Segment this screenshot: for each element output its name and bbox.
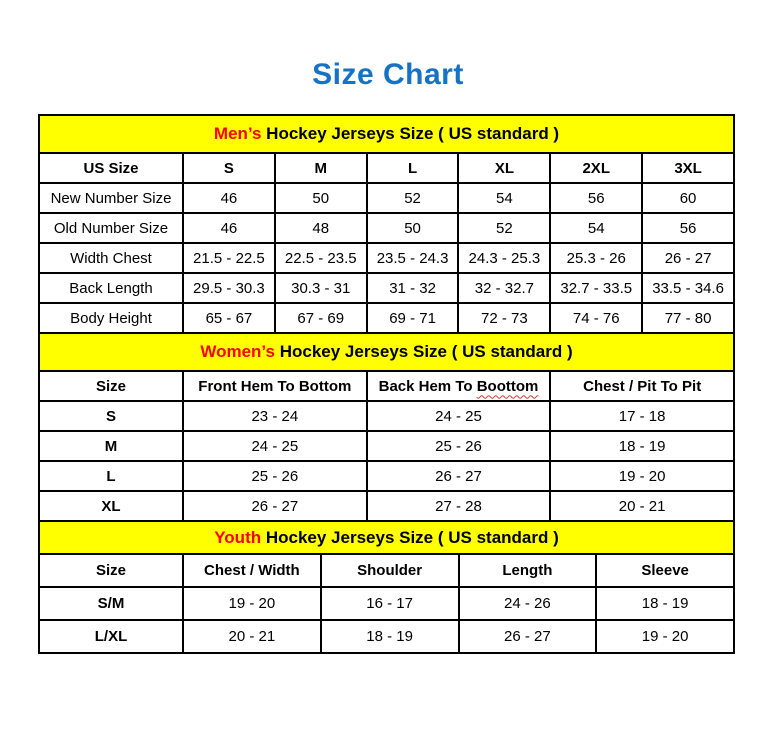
size-value: 56	[642, 213, 734, 243]
size-value: 17 - 18	[550, 401, 734, 431]
size-value: 19 - 20	[183, 587, 321, 620]
size-value: 18 - 19	[596, 587, 734, 620]
size-value: 23 - 24	[183, 401, 367, 431]
row-label: L/XL	[39, 620, 183, 653]
row-label: Body Height	[39, 303, 183, 333]
size-value: 30.3 - 31	[275, 273, 367, 303]
column-header: Front Hem To Bottom	[183, 371, 367, 401]
size-value: 46	[183, 183, 275, 213]
size-value: 52	[367, 183, 459, 213]
size-value: 24 - 26	[459, 587, 597, 620]
size-value: 32 - 32.7	[458, 273, 550, 303]
size-value: 24 - 25	[367, 401, 551, 431]
size-chart-page	[0, 58, 776, 750]
table-row	[39, 183, 734, 213]
row-label: Back Length	[39, 273, 183, 303]
size-value: 25 - 26	[367, 431, 551, 461]
row-label: New Number Size	[39, 183, 183, 213]
column-header: Sleeve	[596, 554, 734, 587]
table-row	[39, 401, 734, 431]
size-value: 26 - 27	[183, 491, 367, 521]
table-banner-youth	[39, 521, 734, 554]
table-row	[39, 491, 734, 521]
size-value: 25 - 26	[183, 461, 367, 491]
row-label: L	[39, 461, 183, 491]
size-value: 46	[183, 213, 275, 243]
size-table-mens	[38, 114, 735, 334]
size-value: 74 - 76	[550, 303, 642, 333]
size-value: 67 - 69	[275, 303, 367, 333]
size-value: 22.5 - 23.5	[275, 243, 367, 273]
column-header: Chest / Width	[183, 554, 321, 587]
size-value: 23.5 - 24.3	[367, 243, 459, 273]
row-label: S/M	[39, 587, 183, 620]
banner-highlight: Men’s	[213, 124, 262, 143]
header-row	[39, 371, 734, 401]
misspelled-word: Boottom	[476, 377, 539, 395]
row-label: M	[39, 431, 183, 461]
header-row	[39, 153, 734, 183]
size-value: 18 - 19	[550, 431, 734, 461]
size-value: 69 - 71	[367, 303, 459, 333]
column-header: Shoulder	[321, 554, 459, 587]
table-row	[39, 243, 734, 273]
size-value: 26 - 27	[367, 461, 551, 491]
size-value: 26 - 27	[642, 243, 734, 273]
row-label: Width Chest	[39, 243, 183, 273]
banner-text: Hockey Jerseys Size ( US standard )	[261, 124, 560, 143]
table-row	[39, 303, 734, 333]
column-header: Size	[39, 554, 183, 587]
size-value: 65 - 67	[183, 303, 275, 333]
row-label: XL	[39, 491, 183, 521]
size-value: 24 - 25	[183, 431, 367, 461]
row-label: Old Number Size	[39, 213, 183, 243]
column-header: 3XL	[642, 153, 734, 183]
size-value: 54	[458, 183, 550, 213]
column-header: US Size	[39, 153, 183, 183]
row-label: S	[39, 401, 183, 431]
size-value: 32.7 - 33.5	[550, 273, 642, 303]
banner-highlight: Youth	[214, 527, 262, 547]
size-value: 29.5 - 30.3	[183, 273, 275, 303]
size-value: 48	[275, 213, 367, 243]
banner-highlight: Women’s	[200, 342, 275, 361]
column-header: XL	[458, 153, 550, 183]
table-row	[39, 461, 734, 491]
header-row	[39, 554, 734, 587]
size-value: 60	[642, 183, 734, 213]
column-header: M	[275, 153, 367, 183]
size-value: 31 - 32	[367, 273, 459, 303]
size-value: 56	[550, 183, 642, 213]
table-row	[39, 273, 734, 303]
column-header: S	[183, 153, 275, 183]
banner-row	[39, 521, 734, 554]
table-row	[39, 431, 734, 461]
column-header: 2XL	[550, 153, 642, 183]
size-value: 27 - 28	[367, 491, 551, 521]
size-value: 24.3 - 25.3	[458, 243, 550, 273]
banner-text: Hockey Jerseys Size ( US standard )	[261, 527, 559, 547]
size-value: 26 - 27	[459, 620, 597, 653]
table-banner-mens	[39, 115, 734, 153]
table-banner-womens	[39, 333, 734, 371]
size-value: 18 - 19	[321, 620, 459, 653]
table-row	[39, 213, 734, 243]
size-value: 77 - 80	[642, 303, 734, 333]
size-value: 21.5 - 22.5	[183, 243, 275, 273]
table-row	[39, 587, 734, 620]
banner-row	[39, 333, 734, 371]
size-value: 54	[550, 213, 642, 243]
size-value: 72 - 73	[458, 303, 550, 333]
column-header: Chest / Pit To Pit	[550, 371, 734, 401]
table-row	[39, 620, 734, 653]
size-table-youth	[38, 520, 735, 654]
column-header: Back Hem To Boottom	[367, 371, 551, 401]
size-table-womens	[38, 332, 735, 522]
size-value: 25.3 - 26	[550, 243, 642, 273]
size-value: 16 - 17	[321, 587, 459, 620]
column-header: L	[367, 153, 459, 183]
size-value: 19 - 20	[596, 620, 734, 653]
size-value: 52	[458, 213, 550, 243]
size-tables	[38, 114, 735, 654]
page-title: Size Chart	[312, 58, 464, 91]
size-value: 50	[367, 213, 459, 243]
size-value: 20 - 21	[183, 620, 321, 653]
banner-row	[39, 115, 734, 153]
column-header: Size	[39, 371, 183, 401]
size-value: 19 - 20	[550, 461, 734, 491]
size-value: 20 - 21	[550, 491, 734, 521]
size-value: 33.5 - 34.6	[642, 273, 734, 303]
size-value: 50	[275, 183, 367, 213]
column-header: Length	[459, 554, 597, 587]
banner-text: Hockey Jerseys Size ( US standard )	[274, 342, 573, 361]
